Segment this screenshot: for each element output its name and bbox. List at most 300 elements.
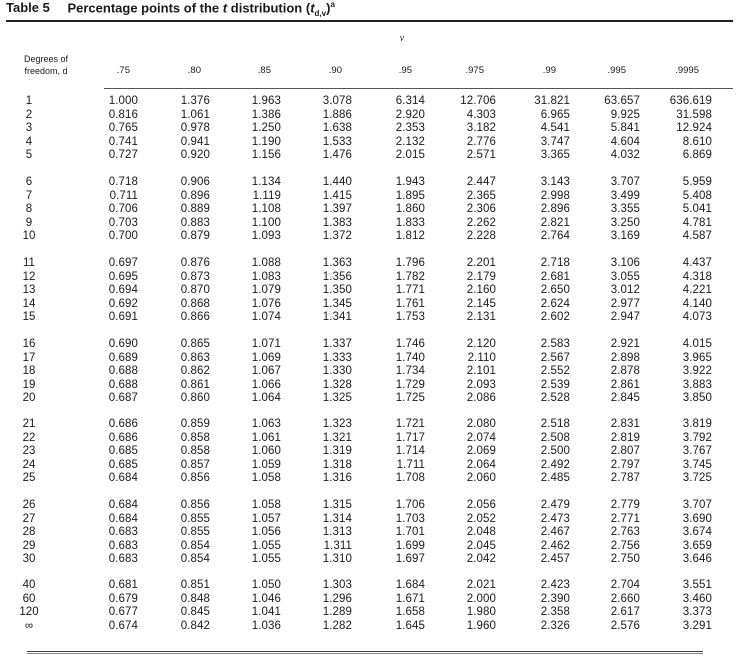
table-cell: 2.045 — [466, 539, 496, 552]
table-cell: 2.508 — [540, 431, 570, 444]
degrees-of-freedom-cell: 17 — [22, 351, 36, 364]
table-cell: 2.552 — [540, 365, 570, 378]
degrees-of-freedom-cell: 27 — [22, 512, 36, 525]
table-cell: 2.021 — [466, 579, 496, 591]
table-cell: 3.182 — [466, 122, 496, 135]
table-cell: 1.350 — [322, 284, 352, 297]
table-cell: 2.807 — [610, 445, 640, 458]
degrees-of-freedom-cell: 18 — [22, 365, 36, 378]
table-cell: 0.883 — [180, 216, 210, 229]
table-cell: 3.373 — [682, 606, 712, 619]
column-header: .75 — [116, 65, 130, 76]
table-cell: 0.845 — [180, 606, 210, 619]
table-cell: 1.895 — [395, 189, 425, 202]
table-cell: 4.318 — [682, 270, 712, 283]
table-cell: 2.326 — [540, 619, 570, 632]
table-cell: 1.711 — [396, 458, 425, 471]
title-text: Percentage points of the — [67, 0, 220, 16]
degrees-of-freedom-cell: 23 — [22, 445, 36, 458]
table-cell: 0.706 — [108, 203, 138, 216]
table-cell: 2.179 — [466, 270, 496, 283]
table-cell: 0.700 — [108, 230, 138, 243]
table-cell: 2.080 — [466, 418, 496, 430]
table-cell: 0.859 — [180, 418, 210, 430]
table-cell: 1.057 — [251, 512, 281, 525]
table-cell: 0.727 — [108, 149, 138, 162]
table-cell: 1.341 — [322, 311, 352, 324]
table-cell: 2.878 — [610, 365, 640, 378]
table-cell: 3.659 — [682, 539, 712, 552]
table-cell: 0.695 — [108, 270, 138, 283]
table-cell: 1.476 — [322, 149, 352, 162]
table-cell: 2.898 — [610, 351, 640, 364]
table-cell: 0.896 — [180, 189, 210, 202]
degrees-of-freedom-cell: 30 — [22, 553, 36, 566]
table-cell: 1.036 — [251, 619, 281, 632]
table-cell: 1.699 — [395, 539, 425, 552]
table-cell: 1.734 — [395, 365, 425, 378]
table-cell: 2.358 — [540, 606, 570, 619]
table-cell: 12.706 — [460, 95, 496, 107]
table-cell: 2.756 — [610, 539, 640, 552]
table-cell: 1.303 — [322, 579, 352, 591]
table-cell: 1.061 — [251, 431, 281, 444]
table-cell: 0.684 — [108, 512, 138, 525]
table-cell: 2.845 — [610, 392, 640, 405]
table-cell: 1.812 — [395, 230, 425, 243]
degrees-of-freedom-header — [12, 53, 80, 77]
table-cell: 2.457 — [540, 553, 570, 566]
table-cell: 2.462 — [540, 539, 570, 552]
table-cell: 2.797 — [610, 458, 640, 471]
table-cell: 1.100 — [251, 216, 281, 229]
table-cell: 2.423 — [540, 579, 570, 591]
table-cell: 0.687 — [108, 392, 138, 405]
table-cell: 0.685 — [108, 458, 138, 471]
table-cell: 1.960 — [466, 619, 496, 632]
table-cell: 1.079 — [251, 284, 281, 297]
table-cell: 1.093 — [251, 230, 281, 243]
table-cell: 1.833 — [395, 216, 425, 229]
table-cell: 3.883 — [682, 378, 712, 391]
table-cell: 1.055 — [251, 553, 281, 566]
table-cell: 1.729 — [395, 378, 425, 391]
table-cell: 3.078 — [322, 95, 352, 107]
table-cell: 1.383 — [322, 216, 352, 229]
table-cell: 1.250 — [251, 122, 281, 135]
table-cell: 2.306 — [466, 203, 496, 216]
degrees-of-freedom-cell: 10 — [22, 230, 36, 243]
table-cell: 3.143 — [540, 176, 570, 188]
table-cell: 2.947 — [610, 311, 640, 324]
table-cell: 1.943 — [395, 176, 425, 188]
table-cell: 2.467 — [540, 526, 570, 539]
table-cell: 3.745 — [682, 458, 712, 471]
table-cell: 0.685 — [108, 445, 138, 458]
table-cell: 1.706 — [395, 499, 425, 511]
table-cell: 2.201 — [466, 257, 496, 269]
table-cell: 0.677 — [108, 606, 138, 619]
table-cell: 2.160 — [466, 284, 496, 297]
table-cell: 2.145 — [466, 297, 496, 310]
table-cell: 3.725 — [682, 472, 712, 485]
table-cell: 0.711 — [109, 189, 138, 202]
table-cell: 0.674 — [108, 619, 138, 632]
degrees-of-freedom-cell: 60 — [22, 592, 36, 605]
table-cell: 3.460 — [682, 592, 712, 605]
table-cell: 6.965 — [540, 108, 570, 121]
table-cell: 2.602 — [540, 311, 570, 324]
table-cell: 2.052 — [466, 512, 496, 525]
v-label: v — [399, 33, 405, 44]
table-cell: 3.055 — [610, 270, 640, 283]
table-cell: 1.533 — [322, 135, 352, 148]
table-cell: 4.032 — [610, 149, 640, 162]
degrees-of-freedom-cell: 11 — [23, 257, 35, 269]
table-cell: 0.684 — [108, 472, 138, 485]
table-cell: 1.323 — [322, 418, 352, 430]
table-cell: 2.920 — [395, 108, 425, 121]
table-cell: 3.169 — [610, 230, 640, 243]
table-cell: 1.313 — [322, 526, 352, 539]
table-cell: 2.132 — [395, 135, 425, 148]
table-cell: 0.856 — [180, 499, 210, 511]
table-cell: 2.821 — [540, 216, 570, 229]
table-cell: 1.638 — [322, 122, 352, 135]
table-cell: 2.473 — [540, 512, 570, 525]
column-header: .9995 — [675, 65, 699, 76]
table-cell: 3.551 — [682, 579, 712, 591]
table-cell: 1.330 — [322, 365, 352, 378]
table-cell: 0.856 — [180, 472, 210, 485]
table-cell: 0.855 — [180, 526, 210, 539]
table-cell: 1.658 — [395, 606, 425, 619]
table-cell: 1.316 — [322, 472, 352, 485]
table-cell: 1.717 — [395, 431, 425, 444]
table-cell: 2.093 — [466, 378, 496, 391]
table-cell: 0.691 — [108, 311, 138, 324]
table-cell: 1.376 — [180, 95, 210, 107]
table-cell: 3.922 — [682, 365, 712, 378]
table-cell: 2.064 — [466, 458, 496, 471]
table-cell: 1.860 — [395, 203, 425, 216]
table-cell: 2.262 — [466, 216, 496, 229]
table-cell: 2.704 — [610, 579, 640, 591]
table-cell: 1.134 — [251, 176, 281, 188]
table-cell: 0.686 — [108, 431, 138, 444]
table-cell: 0.679 — [108, 592, 138, 605]
table-cell: 0.683 — [108, 539, 138, 552]
table-cell: 4.541 — [540, 122, 570, 135]
table-cell: 5.408 — [682, 189, 712, 202]
table-cell: 1.740 — [395, 351, 425, 364]
table-cell: 1.761 — [395, 297, 425, 310]
table-cell: 0.851 — [180, 579, 210, 591]
table-cell: 2.771 — [610, 512, 640, 525]
table-cell: 3.499 — [610, 189, 640, 202]
table-title — [6, 0, 335, 18]
table-cell: 2.015 — [395, 149, 425, 162]
table-cell: 1.356 — [322, 270, 352, 283]
table-cell: 1.963 — [251, 95, 281, 107]
table-cell: 1.071 — [251, 338, 281, 350]
table-cell: 1.318 — [322, 458, 352, 471]
table-cell: 1.363 — [322, 257, 352, 269]
table-cell: 1.315 — [322, 499, 352, 511]
table-cell: 0.703 — [108, 216, 138, 229]
table-cell: 1.771 — [395, 284, 425, 297]
table-cell: 0.854 — [180, 539, 210, 552]
table-cell: 1.721 — [395, 418, 425, 430]
table-cell: 2.681 — [540, 270, 570, 283]
table-cell: 1.440 — [322, 176, 352, 188]
table-cell: 0.941 — [180, 135, 210, 148]
table-cell: 1.076 — [251, 297, 281, 310]
table-cell: 9.925 — [610, 108, 640, 121]
table-cell: 2.492 — [540, 458, 570, 471]
table-cell: 1.156 — [251, 149, 281, 162]
table-cell: 1.066 — [251, 378, 281, 391]
table-cell: 1.671 — [395, 592, 425, 605]
table-cell: 0.858 — [180, 445, 210, 458]
table-cell: 0.920 — [180, 149, 210, 162]
degrees-of-freedom-cell: 8 — [25, 203, 33, 216]
table-cell: 1.782 — [395, 270, 425, 283]
title-superscript: a — [330, 0, 335, 9]
table-cell: 1.697 — [395, 553, 425, 566]
table-cell: 0.688 — [108, 365, 138, 378]
table-cell: 0.765 — [108, 122, 138, 135]
degrees-of-freedom-cell: 20 — [22, 392, 36, 405]
stub-head-line-2: freedom, d — [24, 66, 68, 76]
table-cell: 0.688 — [108, 378, 138, 391]
table-cell: 2.750 — [610, 553, 640, 566]
table-cell: 2.069 — [466, 445, 496, 458]
table-cell: 1.190 — [251, 135, 281, 148]
table-cell: 4.073 — [682, 311, 712, 324]
table-cell: 0.854 — [180, 553, 210, 566]
table-cell: 0.683 — [108, 553, 138, 566]
column-header: .95 — [398, 65, 412, 76]
degrees-of-freedom-cell: 15 — [22, 311, 36, 324]
table-cell: 2.390 — [540, 592, 570, 605]
table-cell: 3.747 — [540, 135, 570, 148]
table-cell: 1.328 — [322, 378, 352, 391]
degrees-of-freedom-cell: 16 — [22, 338, 36, 350]
table-cell: 636.619 — [669, 95, 712, 107]
table-cell: 0.861 — [180, 378, 210, 391]
table-cell: 2.485 — [540, 472, 570, 485]
table-cell: 2.074 — [466, 431, 496, 444]
table-cell: 1.058 — [251, 499, 281, 511]
table-cell: 1.321 — [322, 431, 352, 444]
title-subscript: d,v — [314, 8, 327, 18]
table-cell: 1.645 — [395, 619, 425, 632]
table-cell: 1.311 — [323, 539, 352, 552]
table-cell: 4.221 — [682, 284, 712, 297]
table-cell: 2.000 — [466, 592, 496, 605]
table-cell: 8.610 — [682, 135, 712, 148]
table-cell: 1.345 — [322, 297, 352, 310]
table-cell: 3.707 — [610, 176, 640, 188]
degrees-of-freedom-cell: 3 — [25, 122, 33, 135]
table-cell: 3.250 — [610, 216, 640, 229]
table-cell: 1.055 — [251, 539, 281, 552]
table-cell: 4.437 — [682, 257, 712, 269]
table-cell: 2.120 — [466, 338, 496, 350]
table-cell: 1.060 — [251, 445, 281, 458]
table-cell: 2.056 — [466, 499, 496, 511]
degrees-of-freedom-cell: 25 — [22, 472, 36, 485]
table-cell: 4.140 — [682, 297, 712, 310]
table-cell: 4.587 — [682, 230, 712, 243]
table-cell: 63.657 — [604, 95, 640, 107]
table-cell: 1.372 — [322, 230, 352, 243]
table-cell: 1.325 — [322, 392, 352, 405]
table-cell: 2.921 — [610, 338, 640, 350]
table-cell: 31.598 — [676, 108, 712, 121]
table-cell: 1.333 — [322, 351, 352, 364]
table-cell: 6.314 — [395, 95, 425, 107]
stub-head-line-1: Degrees of — [23, 54, 69, 64]
table-cell: 2.479 — [540, 499, 570, 511]
table-cell: 2.518 — [540, 418, 570, 430]
table-cell: 1.063 — [251, 418, 281, 430]
table-cell: 3.965 — [682, 351, 712, 364]
table-cell: 4.604 — [610, 135, 640, 148]
table-cell: 0.694 — [108, 284, 138, 297]
degrees-of-freedom-cell: 26 — [22, 499, 36, 511]
table-cell: 2.447 — [466, 176, 496, 188]
table-cell: 2.353 — [395, 122, 425, 135]
table-cell: 0.865 — [180, 338, 210, 350]
table-cell: 3.012 — [610, 284, 640, 297]
table-cell: 1.886 — [322, 108, 352, 121]
table-cell: 2.048 — [466, 526, 496, 539]
table-cell: 2.861 — [610, 378, 640, 391]
table-cell: 2.571 — [466, 149, 496, 162]
table-cell: 1.083 — [251, 270, 281, 283]
table-cell: 1.703 — [395, 512, 425, 525]
table-cell: 1.310 — [322, 553, 352, 566]
table-cell: 3.792 — [682, 431, 712, 444]
table-cell: 0.855 — [180, 512, 210, 525]
table-cell: 1.684 — [395, 579, 425, 591]
table-cell: 1.059 — [251, 458, 281, 471]
table-cell: 0.718 — [108, 176, 138, 188]
table-cell: 1.064 — [251, 392, 281, 405]
table-cell: 0.857 — [180, 458, 210, 471]
degrees-of-freedom-cell: 13 — [22, 284, 36, 297]
table-cell: 0.870 — [180, 284, 210, 297]
table-cell: 2.060 — [466, 472, 496, 485]
table-cell: 2.617 — [610, 606, 640, 619]
table-cell: 3.850 — [682, 392, 712, 405]
table-cell: 2.624 — [540, 297, 570, 310]
table-cell: 3.365 — [540, 149, 570, 162]
table-cell: 2.998 — [540, 189, 570, 202]
table-cell: 1.708 — [395, 472, 425, 485]
table-cell: 1.067 — [251, 365, 281, 378]
degrees-of-freedom-cell: 12 — [22, 270, 36, 283]
table-cell: 1.000 — [108, 95, 138, 107]
table-cell: 3.819 — [682, 418, 712, 430]
bottom-rule — [27, 651, 703, 652]
table-cell: 0.692 — [108, 297, 138, 310]
table-cell: 1.725 — [395, 392, 425, 405]
table-cell: 2.528 — [540, 392, 570, 405]
table-cell: 1.289 — [322, 606, 352, 619]
table-cell: 0.686 — [108, 418, 138, 430]
table-cell: 1.041 — [251, 606, 281, 619]
header-rule — [104, 88, 733, 89]
table-cell: 2.110 — [467, 351, 496, 364]
table-cell: 1.386 — [251, 108, 281, 121]
table-cell: 0.876 — [180, 257, 210, 269]
top-rule — [6, 20, 733, 22]
table-cell: 0.860 — [180, 392, 210, 405]
table-cell: 0.879 — [180, 230, 210, 243]
table-cell: 2.131 — [466, 311, 496, 324]
table-cell: 2.819 — [610, 431, 640, 444]
table-cell: 0.978 — [180, 122, 210, 135]
table-cell: 3.646 — [682, 553, 712, 566]
table-cell: 1.980 — [466, 606, 496, 619]
table-cell: 0.681 — [108, 579, 138, 591]
table-cell: 0.906 — [180, 176, 210, 188]
table-cell: 1.753 — [395, 311, 425, 324]
table-cell: 2.567 — [540, 351, 570, 364]
table-cell: 5.041 — [682, 203, 712, 216]
table-cell: 2.500 — [540, 445, 570, 458]
table-cell: 2.718 — [540, 257, 570, 269]
column-header: .90 — [328, 65, 342, 76]
table-cell: 1.050 — [251, 579, 281, 591]
degrees-of-freedom-cell: 21 — [22, 418, 36, 430]
table-cell: 5.959 — [682, 176, 712, 188]
table-cell: 0.684 — [108, 499, 138, 511]
title-rest: distribution ( — [230, 0, 311, 16]
table-cell: 2.365 — [466, 189, 496, 202]
degrees-of-freedom-cell: 22 — [22, 431, 36, 444]
table-cell: 1.061 — [180, 108, 210, 121]
table-cell: 1.319 — [322, 445, 352, 458]
table-cell: 0.866 — [180, 311, 210, 324]
table-cell: 2.776 — [466, 135, 496, 148]
table-cell: 1.701 — [395, 526, 425, 539]
table-cell: 1.069 — [251, 351, 281, 364]
table-cell: 0.741 — [108, 135, 138, 148]
table-cell: 4.303 — [466, 108, 496, 121]
table-cell: 2.576 — [610, 619, 640, 632]
table-cell: 0.689 — [108, 351, 138, 364]
table-cell: 0.862 — [180, 365, 210, 378]
degrees-of-freedom-cell: 29 — [22, 539, 36, 552]
table-cell: 0.889 — [180, 203, 210, 216]
table-cell: 2.779 — [610, 499, 640, 511]
table-cell: 1.119 — [252, 189, 281, 202]
table-cell: 3.674 — [682, 526, 712, 539]
title-t2: t — [310, 0, 315, 16]
table-cell: 3.291 — [682, 619, 712, 632]
table-cell: 2.764 — [540, 230, 570, 243]
table-cell: 2.101 — [466, 365, 496, 378]
table-cell: 0.697 — [108, 257, 138, 269]
table-cell: 2.977 — [610, 297, 640, 310]
table-cell: 1.397 — [322, 203, 352, 216]
table-cell: 2.539 — [540, 378, 570, 391]
table-cell: 2.650 — [540, 284, 570, 297]
